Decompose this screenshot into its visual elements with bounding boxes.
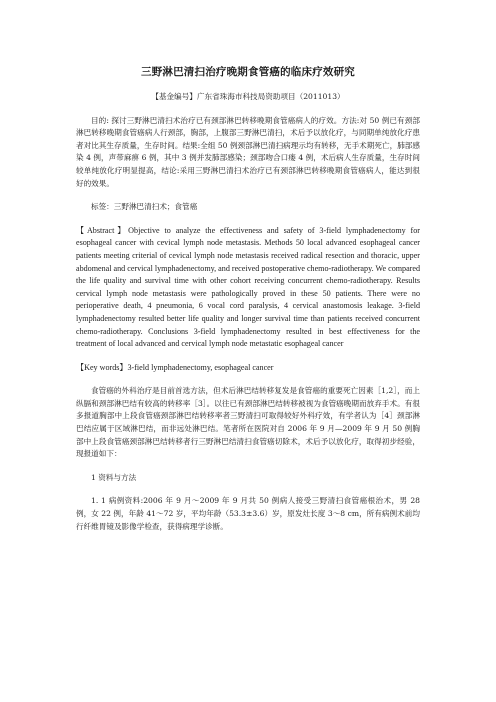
- abstract-cn: 目的: 探讨三野淋巴清扫术治疗已有颈部淋巴转移晚期食管癌病人的疗效。方法:对 50 例已有颈部淋巴转移晚期食管癌病人行颈部，胸部，上腹部三野淋巴清扫，术后予以放化疗，与同期单纯放化疗患者对比其生存质量，生存时间。结果:全组 50 例颈部淋巴清扫病理示均有转移，无手术期死亡，肺部感染 4 例，声带麻痹 6 例，其中 3 例并发肺部感染；颈部吻合口瘘 4 例，术后病人生存质量，生存时间较单纯放化疗明显提高，结论:采用三野淋巴清扫术治疗已有颈部淋巴转移晚期食管癌病人，能达到很好的效果。: [76, 115, 420, 188]
- intro-paragraph: 食管癌的外科治疗是目前首选方法，但术后淋巴结转移复发是食管癌的重要死亡因素［1,2］，而上纵膈和颈部淋巴结有较高的转移率［3］。以往已有颈部淋巴结转移被视为食管癌晚期而放弃手术。有很多报道胸部中上段食管癌颈部淋巴结转移率者三野清扫可取得较好外科疗效，有学者认为［4］颈部淋巴结应属于区域淋巴结，而非远处淋巴结。笔者所在医院对自 2006 年 9 月—2009 年 9 月 50 例胸部中上段食管癌颈部淋巴结转移者行三野淋巴结清扫食管癌切除术，术后予以放化疗，取得初步经验，现报道如下：: [76, 386, 420, 459]
- fund-line: 【基金编号】广东省珠海市科技局资助项目（2011013）: [151, 92, 345, 101]
- keywords-en: 【Key words】3-field lymphadenectomy, esophageal cancer: [76, 362, 274, 372]
- article-title: 三野淋巴清扫治疗晚期食管癌的临床疗效研究: [141, 66, 355, 78]
- article-body: [76, 60, 420, 533]
- section-body: 1. 1 病例资料:2006 年 9 月～2009 年 9 月共 50 例病人接受三野清扫食管癌根治术，男 28 例，女 22 例，年龄 41～72 岁，平均年龄（53.3±3.6）岁，原发灶长度 3～8 cm，所有病例术前均行纤维胃镜及影像学检查，获得病理学诊断。: [76, 496, 420, 531]
- abstract-en: 【Abstract】Objective to analyze the effectiveness and safety of 3-field lymphadenectomy for esophageal cancer with cevical lymph node metastasis. Methods 50 local advanced esophageal cancer patients meeting criterial of cevical lymph node metastasis received radical resection and thoracic, upper abdomenal and cervical lymphadenectomy, and received postoperative chemo-radiotherapy. We compared the life quality and survival time with other cohort receiving concurrent chemo-radiotherapy. Results cervical lymph node metastasis were pathologically proved in these 50 patients. There were no perioperative death, 4 pneumonia, 6 vocal cord paralysis, 4 cervical anastomosis leakage. 3-field lymphadenectomy resulted better life quality and longer survival time than patients received concurrent chemo-radiotherapy. Conclusions 3-field lymphadenectomy resulted in best effectiveness for the treatment of local advanced and cervical lymph node metastatic esophageal cancer: [76, 225, 421, 349]
- keywords-cn: 标签：三野淋巴清扫术；食管癌: [91, 202, 198, 212]
- section-heading: 1 资料与方法: [91, 472, 137, 482]
